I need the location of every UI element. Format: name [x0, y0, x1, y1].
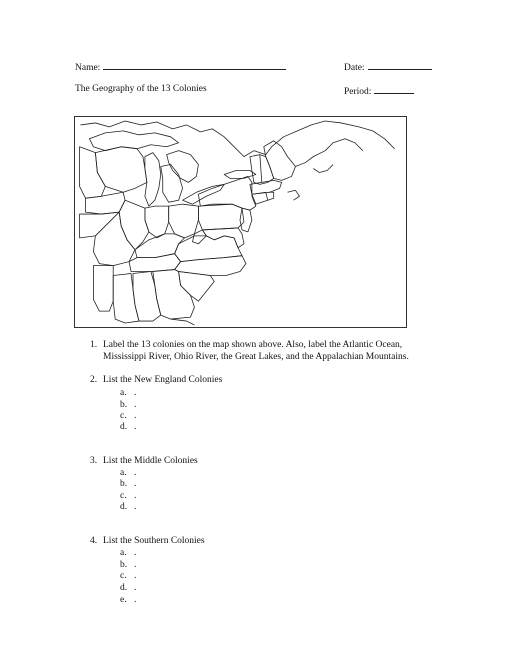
question-4-number: 4. [90, 536, 98, 546]
date-field[interactable] [368, 60, 432, 70]
question-3-number: 3. [90, 456, 98, 466]
list-item[interactable]: c. . [120, 491, 137, 501]
name-line [75, 60, 286, 73]
period-field[interactable] [374, 84, 414, 94]
list-item[interactable]: a. . [120, 468, 137, 478]
question-1-line-1: Label the 13 colonies on the map shown above. Also, label the Atlantic Ocean, [103, 340, 403, 350]
question-2-number: 2. [90, 375, 98, 385]
us-east-coast-map-icon [75, 117, 406, 327]
list-item[interactable]: b. . [120, 400, 137, 410]
list-item[interactable]: a. . [120, 388, 137, 398]
name-label: Name: [75, 63, 101, 73]
question-4-prompt: List the Southern Colonies [103, 536, 205, 546]
question-1-number: 1. [90, 340, 98, 350]
period-label: Period: [344, 87, 372, 97]
question-1-line-2: Mississippi River, Ohio River, the Great Lakes, and the Appalachian Mountains. [103, 352, 409, 362]
list-item[interactable]: d. . [120, 502, 137, 512]
list-item[interactable]: d. . [120, 422, 137, 432]
date-label: Date: [344, 63, 365, 73]
list-item[interactable]: e. . [120, 595, 137, 605]
question-3-prompt: List the Middle Colonies [103, 456, 198, 466]
period-line [344, 84, 414, 97]
list-item[interactable]: d. . [120, 583, 137, 593]
date-line [344, 60, 432, 73]
colonies-outline-map [74, 116, 407, 328]
name-field[interactable] [103, 60, 286, 70]
worksheet-title: The Geography of the 13 Colonies [75, 84, 207, 94]
list-item[interactable]: c. . [120, 411, 137, 421]
list-item[interactable]: a. . [120, 548, 137, 558]
list-item[interactable]: b. . [120, 560, 137, 570]
list-item[interactable]: c. . [120, 571, 137, 581]
question-2-prompt: List the New England Colonies [103, 375, 223, 385]
list-item[interactable]: b. . [120, 479, 137, 489]
